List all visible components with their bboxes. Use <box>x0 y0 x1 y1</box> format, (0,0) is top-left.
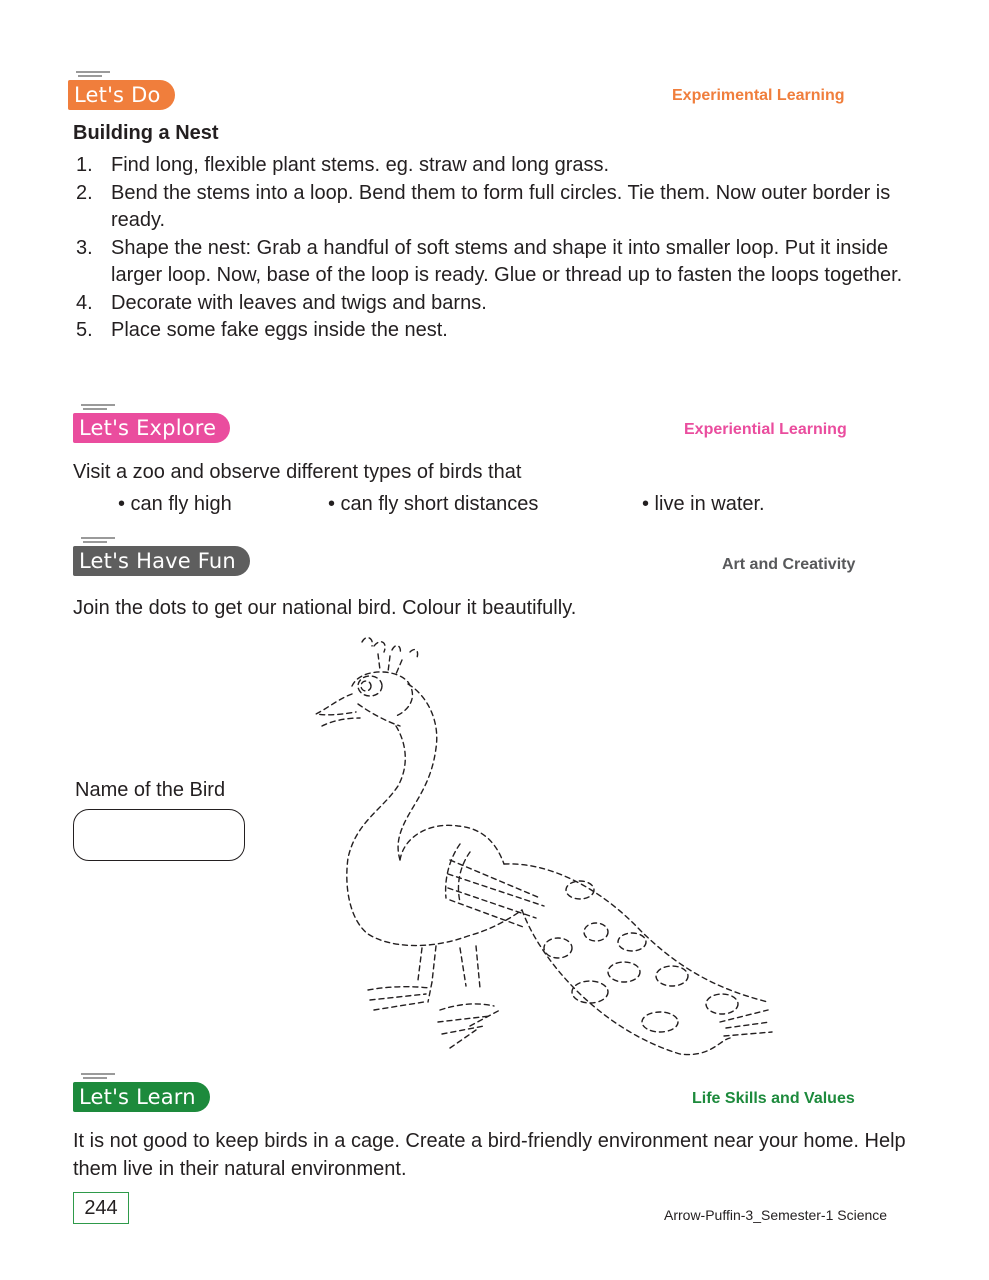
step-text: Shape the nest: Grab a handful of soft stems and shape it into smaller loop. Put it inside larger loop. Now, base of the loop is ready. Glue or thread up to fasten the loops together. <box>111 236 903 286</box>
bird-name-input-box[interactable] <box>73 809 245 861</box>
nest-step <box>73 317 913 345</box>
fun-instruction: Join the dots to get our national bird. Colour it beautifully. <box>73 597 577 619</box>
nest-step <box>73 235 913 290</box>
experiential-learning-tag: Experiential Learning <box>684 421 847 438</box>
dotted-peacock-icon <box>300 630 790 1070</box>
lets-do-badge: Let's Do <box>68 80 175 110</box>
nest-step <box>73 152 913 180</box>
step-text: Bend the stems into a loop. Bend them to form full circles. Tie them. Now outer border is ready. <box>111 181 891 231</box>
experimental-learning-tag: Experimental Learning <box>672 87 845 104</box>
step-number: 4. <box>76 291 93 314</box>
nest-activity-title: Building a Nest <box>73 122 219 144</box>
step-number: 3. <box>76 236 93 259</box>
bullet-fly-short: • can fly short distances <box>328 493 539 515</box>
book-footer-title: Arrow-Puffin-3_Semester-1 Science <box>664 1207 888 1223</box>
bullet-live-water: • live in water. <box>642 493 765 515</box>
step-number: 5. <box>76 319 93 341</box>
bird-name-label: Name of the Bird <box>75 779 226 801</box>
lets-explore-badge: Let's Explore <box>73 413 230 443</box>
step-text: Place some fake eggs inside the nest. <box>111 319 448 341</box>
page-number-box: 244 <box>73 1192 129 1224</box>
nest-step <box>73 290 913 318</box>
lets-learn-badge: Let's Learn <box>73 1082 210 1112</box>
art-creativity-tag: Art and Creativity <box>722 556 856 573</box>
step-number: 1. <box>76 154 93 176</box>
life-skills-tag: Life Skills and Values <box>692 1090 855 1107</box>
step-number: 2. <box>76 181 93 204</box>
explore-intro: Visit a zoo and observe different types of birds that <box>73 461 522 483</box>
step-text: Find long, flexible plant stems. eg. straw and long grass. <box>111 154 610 176</box>
bullet-fly-high: • can fly high <box>118 493 232 515</box>
lets-have-fun-badge: Let's Have Fun <box>73 546 250 576</box>
nest-steps-list <box>73 152 913 345</box>
nest-step <box>73 180 913 235</box>
step-text: Decorate with leaves and twigs and barns. <box>111 291 487 314</box>
learn-text: It is not good to keep birds in a cage. Create a bird-friendly environment near your home. Help them live in their natural environment. <box>73 1130 906 1180</box>
